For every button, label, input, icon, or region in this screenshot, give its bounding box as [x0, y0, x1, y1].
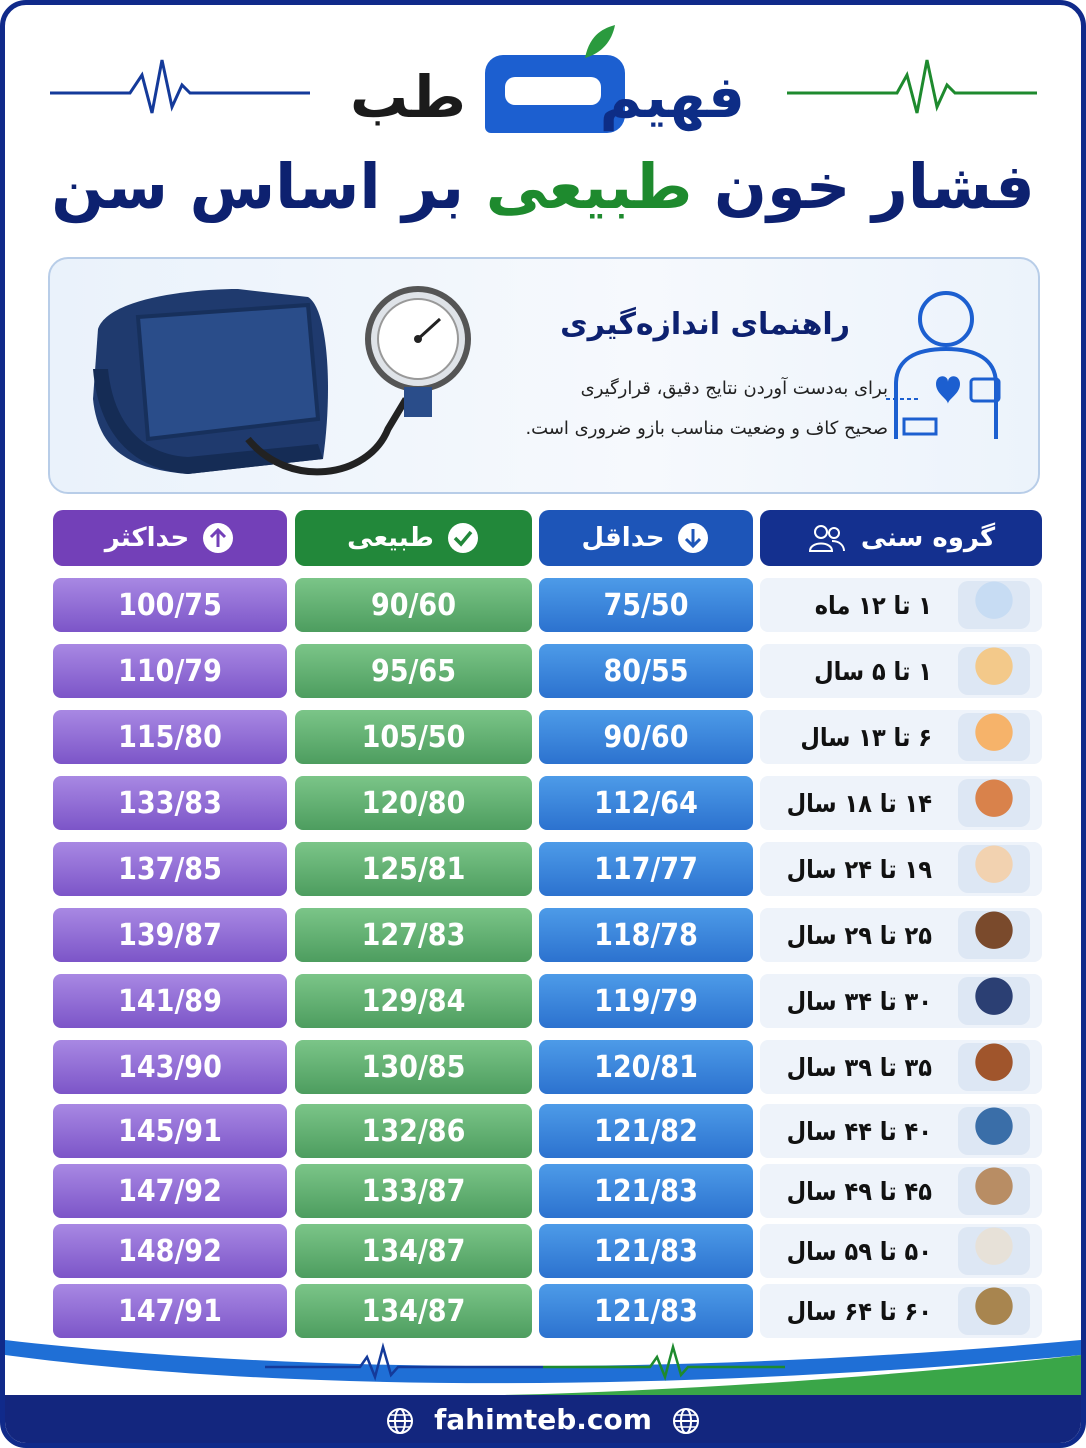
minimum-value-cell: 120/81: [539, 1040, 753, 1094]
maximum-value-cell: 133/83: [53, 776, 287, 830]
globe-icon: [386, 1407, 414, 1435]
users-icon: [807, 523, 847, 553]
normal-value-cell: 129/84: [295, 974, 532, 1028]
normal-value-cell: 134/87: [295, 1284, 532, 1338]
maximum-value-cell: 137/85: [53, 842, 287, 896]
measurement-guide-card: [48, 257, 1040, 494]
age-group-label: ۶ تا ۱۳ سال: [800, 722, 932, 752]
minimum-value-cell: 119/79: [539, 974, 753, 1028]
arrow-down-circle-icon: [676, 521, 710, 555]
globe-icon: [672, 1407, 700, 1435]
age-group-label: ۳۵ تا ۳۹ سال: [786, 1052, 932, 1082]
header-age-group: گروه سنی: [760, 510, 1042, 566]
age-group-cell: [760, 1040, 1042, 1094]
brand-name-left: طب: [350, 63, 467, 131]
teen-icon: [958, 779, 1030, 827]
normal-value-cell: 90/60: [295, 578, 532, 632]
table-row: [50, 1224, 1042, 1278]
age-group-label: ۱ تا ۵ سال: [814, 656, 932, 686]
table-row: [50, 908, 1042, 962]
minimum-value-cell: 112/64: [539, 776, 753, 830]
child-icon: [958, 713, 1030, 761]
maximum-value-cell: 148/92: [53, 1224, 287, 1278]
table-row: [50, 1284, 1042, 1338]
maximum-value-cell: 147/91: [53, 1284, 287, 1338]
normal-value-cell: 105/50: [295, 710, 532, 764]
businessman-icon: [958, 977, 1030, 1025]
table-row: [50, 644, 1042, 698]
maximum-value-cell: 143/90: [53, 1040, 287, 1094]
age-group-cell: [760, 974, 1042, 1028]
table-row: [50, 578, 1042, 632]
age-group-label: ۱۹ تا ۲۴ سال: [786, 854, 932, 884]
normal-value-cell: 120/80: [295, 776, 532, 830]
toddler-icon: [958, 647, 1030, 695]
table-row: [50, 1040, 1042, 1094]
maximum-value-cell: 115/80: [53, 710, 287, 764]
ecg-line-left-icon: [50, 55, 310, 125]
normal-value-cell: 133/87: [295, 1164, 532, 1218]
minimum-value-cell: 117/77: [539, 842, 753, 896]
maximum-value-cell: 147/92: [53, 1164, 287, 1218]
table-row: [50, 974, 1042, 1028]
age-group-cell: [760, 842, 1042, 896]
young-adult-icon: [958, 845, 1030, 893]
minimum-value-cell: 90/60: [539, 710, 753, 764]
website-link[interactable]: fahimteb.com: [5, 1403, 1081, 1436]
age-group-label: ۱۴ تا ۱۸ سال: [786, 788, 932, 818]
brand-logo[interactable]: [350, 23, 745, 138]
age-group-label: ۳۰ تا ۳۴ سال: [786, 986, 932, 1016]
maximum-value-cell: 110/79: [53, 644, 287, 698]
minimum-value-cell: 121/83: [539, 1164, 753, 1218]
maximum-value-cell: 141/89: [53, 974, 287, 1028]
guide-heading: راهنمای اندازه‌گیری: [560, 307, 850, 342]
header-minimum: حداقل: [539, 510, 753, 566]
age-group-cell: [760, 776, 1042, 830]
maximum-value-cell: 139/87: [53, 908, 287, 962]
age-group-label: ۴۰ تا ۴۴ سال: [786, 1116, 932, 1146]
age-group-cell: [760, 644, 1042, 698]
brand-name-right: فهیم: [599, 63, 745, 131]
elderly-man-icon: [958, 1287, 1030, 1335]
table-row: [50, 1164, 1042, 1218]
table-row: [50, 776, 1042, 830]
senior-man-icon: [958, 1227, 1030, 1275]
age-group-cell: [760, 578, 1042, 632]
age-group-cell: [760, 710, 1042, 764]
age-group-cell: [760, 1284, 1042, 1338]
minimum-value-cell: 118/78: [539, 908, 753, 962]
guide-description: برای به‌دست آوردن نتایج دقیق، قرارگیری صحیح کاف و وضعیت مناسب بازو ضروری است.: [525, 378, 888, 439]
age-group-label: ۲۵ تا ۲۹ سال: [786, 920, 932, 950]
age-group-label: ۴۵ تا ۴۹ سال: [786, 1176, 932, 1206]
minimum-value-cell: 75/50: [539, 578, 753, 632]
footer: [5, 1335, 1081, 1448]
age-group-label: ۵۰ تا ۵۹ سال: [786, 1236, 932, 1266]
normal-value-cell: 132/86: [295, 1104, 532, 1158]
person-measurement-icon: [876, 289, 1016, 449]
age-group-cell: [760, 908, 1042, 962]
maximum-value-cell: 100/75: [53, 578, 287, 632]
header-maximum: حداکثر: [53, 510, 287, 566]
check-circle-icon: [446, 521, 480, 555]
baby-icon: [958, 581, 1030, 629]
adult-man-icon: [958, 911, 1030, 959]
normal-value-cell: 127/83: [295, 908, 532, 962]
age-group-label: ۶۰ تا ۶۴ سال: [786, 1296, 932, 1326]
age-group-cell: [760, 1164, 1042, 1218]
minimum-value-cell: 121/82: [539, 1104, 753, 1158]
woman-icon: [958, 1107, 1030, 1155]
maximum-value-cell: 145/91: [53, 1104, 287, 1158]
blood-pressure-cuff-icon: [68, 269, 498, 489]
arrow-up-circle-icon: [201, 521, 235, 555]
minimum-value-cell: 121/83: [539, 1284, 753, 1338]
normal-value-cell: 130/85: [295, 1040, 532, 1094]
reader-man-icon: [958, 1167, 1030, 1215]
age-group-label: ۱ تا ۱۲ ماه: [814, 590, 932, 620]
age-group-cell: [760, 1104, 1042, 1158]
leaf-icon: [580, 23, 620, 63]
minimum-value-cell: 80/55: [539, 644, 753, 698]
table-row: [50, 842, 1042, 896]
header-normal: طبیعی: [295, 510, 532, 566]
normal-value-cell: 125/81: [295, 842, 532, 896]
minimum-value-cell: 121/83: [539, 1224, 753, 1278]
header: [5, 5, 1081, 255]
age-group-cell: [760, 1224, 1042, 1278]
normal-value-cell: 95/65: [295, 644, 532, 698]
table-row: [50, 710, 1042, 764]
table-row: [50, 1104, 1042, 1158]
page-title: فشار خون طبیعی بر اساس سن: [51, 150, 1035, 223]
bearded-man-icon: [958, 1043, 1030, 1091]
ecg-line-right-icon: [787, 55, 1037, 125]
normal-value-cell: 134/87: [295, 1224, 532, 1278]
